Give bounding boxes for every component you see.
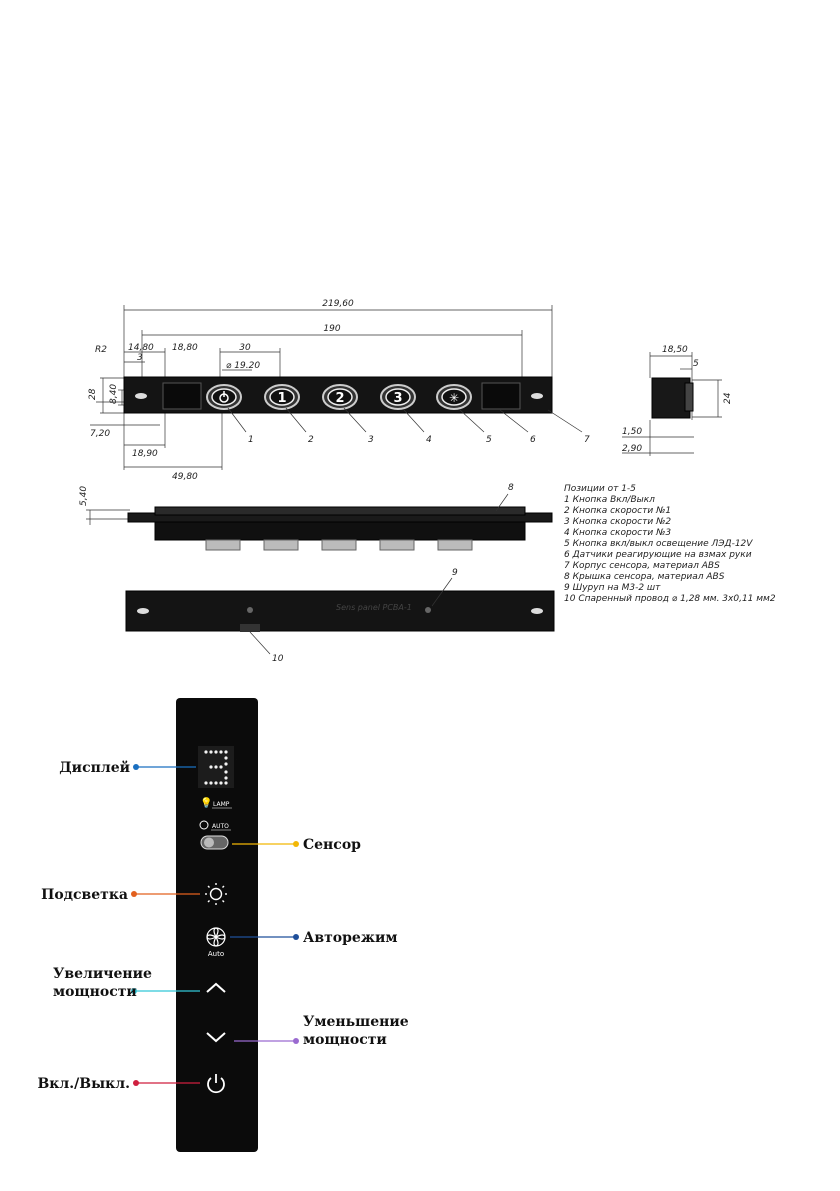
callout-decrease-line1: Уменьшение [303, 1014, 409, 1030]
dim-18-80: 18,80 [172, 343, 198, 353]
callout-dot-display [133, 764, 139, 770]
dim-2-90: 2,90 [622, 444, 643, 454]
pos-6: 6 [530, 435, 536, 445]
speed-button-1-drawing [265, 385, 299, 409]
callout-decrease-line2: мощности [303, 1032, 387, 1048]
dim-5: 5 [693, 359, 699, 369]
dim-30: 30 [239, 343, 251, 353]
svg-text:2 Кнопка скорости №1: 2 Кнопка скорости №1 [564, 506, 672, 516]
svg-text:5 Кнопка вкл/выкл освещение: 5 Кнопка вкл/выкл освещение ЛЭД-12V [564, 539, 753, 549]
light-button-drawing [437, 385, 471, 409]
svg-text:LAMP: LAMP [213, 801, 230, 808]
svg-text:1 Кнопка Вкл/Выкл: 1 Кнопка Вкл/Выкл [564, 495, 655, 505]
mount-hole-right [531, 393, 543, 399]
dim-hole-spacing: 190 [323, 324, 341, 334]
callout-display: Дисплей [59, 760, 130, 776]
callout-dot-decrease [293, 1038, 299, 1044]
svg-text:10 Спаренный провод ⌀ 1,28 м: 10 Спаренный провод ⌀ 1,28 мм. 3х0,11 мм2 [564, 594, 776, 604]
display [198, 746, 237, 788]
svg-text:3: 3 [393, 391, 403, 406]
sensor-window-right [482, 383, 520, 409]
control-panel-diagram [0, 690, 840, 1191]
dim-diameter: ⌀ 19.20 [226, 361, 261, 371]
svg-text:6 Датчики реагирующие на вз: 6 Датчики реагирующие на взмах руки [564, 550, 752, 560]
dim-18-50: 18,50 [662, 345, 688, 355]
callout-sensor: Сенсор [303, 837, 361, 853]
pos-7: 7 [584, 435, 590, 445]
dim-18-90: 18,90 [132, 449, 158, 459]
power-button-drawing [207, 385, 241, 409]
svg-text:AUTO: AUTO [212, 823, 229, 830]
dim-3: 3 [137, 353, 143, 363]
svg-text:7 Корпус сенсора, материал: 7 Корпус сенсора, материал ABS [564, 561, 720, 571]
mount-hole-left [135, 393, 147, 399]
sensor-window-left [163, 383, 201, 409]
bottom-view [126, 568, 554, 664]
callout-dot-backlight [131, 891, 137, 897]
dim-28: 28 [88, 388, 98, 400]
fan-auto-label: Auto [207, 950, 225, 958]
callout-auto-mode: Авторежим [303, 930, 398, 946]
svg-text:💡: 💡 [200, 798, 213, 809]
dim-5-40: 5,40 [79, 485, 89, 506]
svg-text:3: 3 [236, 760, 237, 761]
callout-increase-line1: Увеличение [53, 966, 152, 982]
dim-24: 24 [723, 392, 733, 404]
front-view [79, 483, 552, 550]
svg-text:Позиции от 1-5: Позиции от 1-5 [564, 484, 636, 494]
callout-increase-line2: мощности [53, 984, 137, 1000]
dim-1-50: 1,50 [622, 427, 643, 437]
svg-text:✳: ✳ [448, 391, 460, 405]
speed-button-2-drawing [323, 385, 357, 409]
pos-2: 2 [308, 435, 314, 445]
dim-49-80: 49,80 [172, 472, 198, 482]
pos-9: 9 [452, 568, 458, 578]
bottom-label: Sens panel PCBA-1 [336, 603, 412, 612]
pos-5: 5 [486, 435, 492, 445]
dim-total-length: 219,60 [322, 299, 354, 309]
callout-dot-sensor [293, 841, 299, 847]
pos-1: 1 [248, 435, 254, 445]
pos-4: 4 [426, 435, 432, 445]
callout-power: Вкл./Выкл. [37, 1076, 130, 1092]
pos-8: 8 [508, 483, 514, 493]
svg-text:8 Крышка сенсора, материал: 8 Крышка сенсора, материал ABS [564, 572, 725, 582]
speed-button-3-drawing [381, 385, 415, 409]
dim-14-80: 14,80 [128, 343, 154, 353]
callout-backlight: Подсветка [41, 887, 128, 903]
svg-text:3 Кнопка скорости №2: 3 Кнопка скорости №2 [564, 517, 672, 527]
position-legend [564, 484, 776, 604]
svg-text:4 Кнопка скорости №3: 4 Кнопка скорости №3 [564, 528, 672, 538]
sensor[interactable] [201, 836, 228, 849]
pos-10: 10 [272, 654, 284, 664]
callout-dot-power [133, 1080, 139, 1086]
side-view [622, 345, 733, 456]
dim-r2: R2 [95, 345, 107, 355]
svg-text:1: 1 [277, 391, 287, 406]
svg-text:2: 2 [335, 391, 345, 406]
dim-7-20: 7,20 [90, 429, 111, 439]
dim-8-40: 8,40 [109, 383, 119, 404]
pos-3: 3 [368, 435, 374, 445]
svg-text:9 Шуруп на М3-2 шт: 9 Шуруп на М3-2 шт [564, 583, 661, 593]
callout-dot-auto-mode [293, 934, 299, 940]
